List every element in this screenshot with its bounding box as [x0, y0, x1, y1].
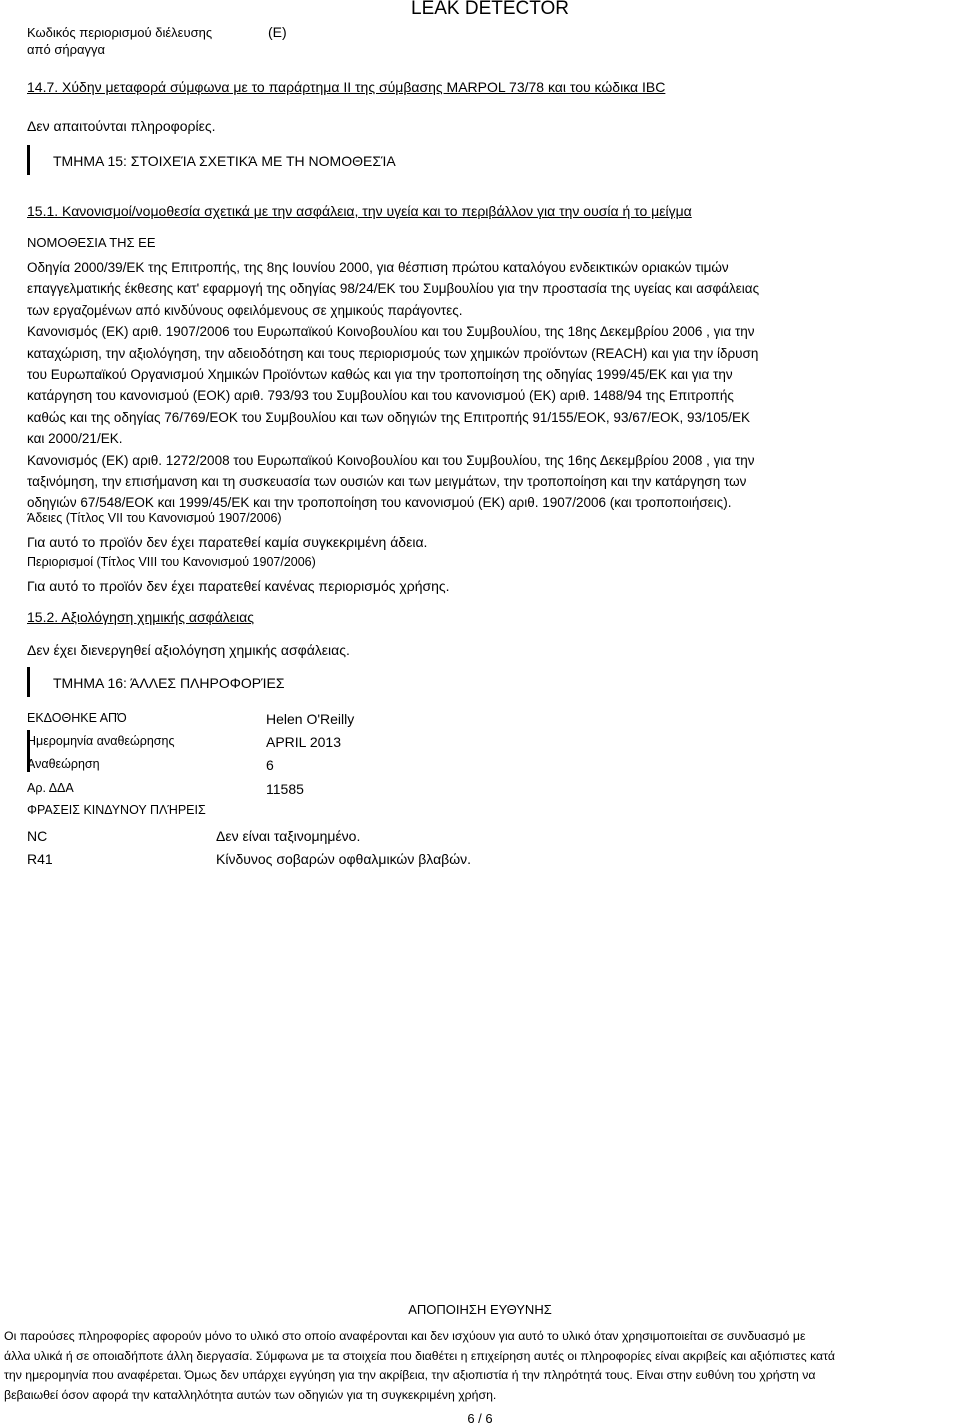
regulation-line: καταχώριση, την αξιολόγηση, την αδειοδότηση και τους περιορισμούς των χημικών προϊόντων (REACH) και για την ίδρυση: [27, 345, 759, 361]
risk-phrase-text: Δεν είναι ταξινομημένο.: [216, 828, 361, 844]
disclaimer-line: Οι παρούσες πληροφορίες αφορούν μόνο το υλικό στο οποίο αναφέρονται και δεν ισχύουν για αυτό το υλικό όταν χρησιμοποιείται σε συνδυασμό με: [4, 1329, 806, 1343]
sds-number-value: 11585: [266, 781, 304, 797]
section-16-title: ΤΜΗΜΑ 16: ΆΛΛΕΣ ΠΛΗΡΟΦΟΡΊΕΣ: [53, 675, 285, 691]
section-15-bar: [27, 145, 30, 175]
tunnel-label-line1: Κωδικός περιορισμού διέλευσης: [27, 25, 213, 40]
disclaimer-text: [4, 1327, 959, 1405]
regulation-line: κατάργηση του κανονισμού (ΕΟΚ) αριθ. 793/93 του Συμβουλίου και του κανονισμού (ΕΚ) αριθ. 1488/94 της Επιτροπής: [27, 388, 734, 404]
restrictions-heading: Περιορισμοί (Τίτλος VIII του Κανονισμού 1907/2006): [27, 555, 316, 569]
revision-value: 6: [266, 757, 274, 773]
disclaimer-title: ΑΠΟΠΟΙΗΣΗ ΕΥΘΥΝΗΣ: [408, 1302, 552, 1317]
disclaimer-line: βεβαιωθεί όσον αφορά την καταλληλότητα αυτών των οδηγιών για τη συγκεκριμένη χρήση.: [4, 1387, 497, 1402]
risk-phrases-heading: ΦΡΑΣΕΙΣ ΚΙΝΔΥΝΟΥ ΠΛΉΡΕΙΣ: [27, 803, 206, 817]
regulation-line: Κανονισμός (ΕΚ) αριθ. 1907/2006 του Ευρωπαϊκού Κοινοβουλίου και του Συμβουλίου, της 18ης Δεκεμβρίου 2006 , για την: [27, 324, 755, 340]
section-16-bar: [27, 667, 30, 697]
section-15-1-heading: 15.1. Κανονισμοί/νομοθεσία σχετικά με την ασφάλεια, την υγεία και το περιβάλλον για την ουσία ή το μείγμα: [27, 203, 692, 219]
regulation-line: των εργαζομένων από κινδύνους οφειλόμενους σε χημικούς παράγοντες.: [27, 302, 463, 318]
disclaimer-line: την ημερομηνία που αναφέρεται. Όμως δεν υπάρχει εγγύηση για την ακρίβεια, την αξιοπιστία ή την πληρότητά τους. Είναι στην ευθύνη του χρήστη να: [4, 1368, 816, 1382]
regulation-line: επαγγελματικής έκθεσης κατ' εφαρμογή της οδηγίας 98/24/ΕΚ του Συμβουλίου για την προστασία της υγείας και ασφάλειας: [27, 281, 760, 297]
regulation-line: ταξινόμηση, την επισήμανση και τη συσκευασία των ουσιών και των μειγμάτων, την τροποποίηση και την κατάργηση των: [27, 474, 747, 490]
issued-by-label: ΕΚΔΟΘΗΚΕ ΑΠΌ: [27, 711, 127, 725]
regulation-line: οδηγιών 67/548/ΕΟΚ και 1999/45/ΕΚ και την τροποποίηση του κανονισμού (ΕΚ) αριθ. 1907/2006 (και τροποποιήσεις).: [27, 495, 732, 511]
product-name: LEAK DETECTOR: [411, 0, 570, 19]
regulation-line: του Ευρωπαϊκού Οργανισμού Χημικών Προϊόντων καθώς και για την τροποποίηση της οδηγίας 1999/45/ΕΚ και για την: [27, 367, 733, 383]
revision-label: Αναθεώρηση: [27, 757, 100, 771]
issued-by-value: Helen O'Reilly: [266, 711, 355, 727]
revision-date-value: APRIL 2013: [266, 734, 341, 750]
tunnel-label-line2: από σήραγγα: [27, 42, 106, 57]
regulation-line: Κανονισμός (ΕΚ) αριθ. 1272/2008 του Ευρωπαϊκού Κοινοβουλίου και του Συμβουλίου, της 16ης Δεκεμβρίου 2008 , για την: [27, 452, 755, 468]
regulation-line: καθώς και της οδηγίας 76/769/ΕΟΚ του Συμβουλίου και των οδηγιών της Επιτροπής 91/155/ΕΟΚ, 93/67/ΕΟΚ, 93/105/ΕΚ: [27, 409, 751, 425]
tunnel-restriction-label: [27, 24, 212, 58]
sds-number-label: Αρ. ΔΔΑ: [27, 781, 74, 795]
section-14-7-heading: 14.7. Χύδην μεταφορά σύμφωνα με το παράρτημα II της σύμβασης MARPOL 73/78 και του κώδικα IBC: [27, 79, 666, 95]
page-indicator: 6 / 6: [467, 1411, 493, 1426]
authorisations-heading: Άδειες (Τίτλος VII του Κανονισμού 1907/2006): [27, 511, 282, 525]
risk-phrase-code: R41: [27, 851, 53, 867]
regulation-line: Οδηγία 2000/39/ΕΚ της Επιτροπής, της 8ης Ιουνίου 2000, για θέσπιση πρώτου καταλόγου ενδεικτικών οριακών τιμών: [27, 260, 729, 275]
section-14-7-text: Δεν απαιτούνται πληροφορίες.: [27, 118, 216, 134]
eu-legislation-heading: ΝΟΜΟΘΕΣΙΑ ΤΗΣ ΕΕ: [27, 235, 156, 250]
tunnel-code: (E): [268, 24, 287, 40]
regulation-line: και 2000/21/ΕΚ.: [27, 431, 123, 447]
section-15-2-heading: 15.2. Αξιολόγηση χημικής ασφάλειας: [27, 609, 255, 625]
risk-phrase-text: Κίνδυνος σοβαρών οφθαλμικών βλαβών.: [216, 851, 472, 867]
section-15-2-text: Δεν έχει διενεργηθεί αξιολόγηση χημικής ασφάλειας.: [27, 642, 350, 658]
authorisations-text: Για αυτό το προϊόν δεν έχει παρατεθεί καμία συγκεκριμένη άδεια.: [27, 534, 428, 550]
regulations-text: [27, 257, 947, 514]
disclaimer-line: άλλα υλικά ή σε οποιαδήποτε άλλη διεργασία. Σύμφωνα με τα στοιχεία που διαθέτει η επιχείρηση αυτές οι πληροφορίες είναι ακριβείς και αξιόπιστες κατά: [4, 1348, 835, 1363]
section-15-title: ΤΜΗΜΑ 15: ΣΤΟΙΧΕΊΑ ΣΧΕΤΙΚΆ ΜΕ ΤΗ ΝΟΜΟΘΕΣΊΑ: [53, 153, 396, 169]
restrictions-text: Για αυτό το προϊόν δεν έχει παρατεθεί κανένας περιορισμός χρήσης.: [27, 578, 450, 594]
risk-phrase-code: NC: [27, 828, 48, 844]
revision-date-label: Ημερομηνία αναθεώρησης: [27, 734, 175, 748]
